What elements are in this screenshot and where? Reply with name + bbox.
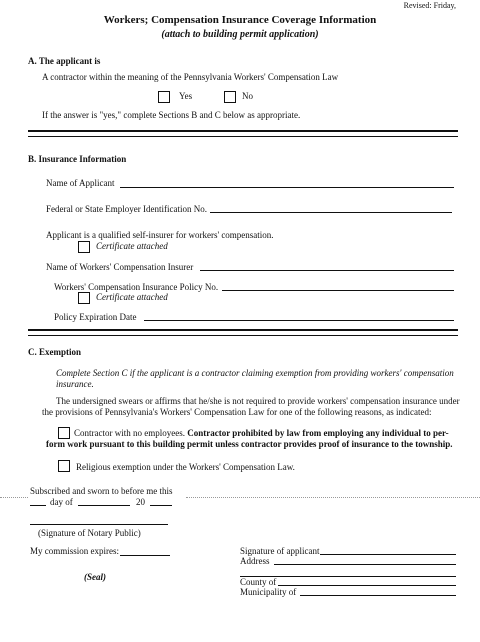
policy-number-label: Workers' Compensation Insurance Policy No. bbox=[54, 282, 219, 292]
day-of-label: day of bbox=[50, 497, 73, 507]
yes-label: Yes bbox=[179, 91, 193, 101]
ein-label: Federal or State Employer Identification No. bbox=[46, 204, 207, 214]
section-c-intro: Complete Section C if the applicant is a contractor claiming exemption from providing workers' compensation bbox=[56, 368, 454, 378]
notary-year-field[interactable] bbox=[150, 505, 172, 506]
section-c-intro-cont: insurance. bbox=[56, 379, 94, 389]
notary-day-field[interactable] bbox=[30, 505, 46, 506]
no-label: No bbox=[242, 91, 253, 101]
expiration-date-field[interactable] bbox=[144, 320, 454, 321]
prohibited-text-cont: form work pursuant to this building permit unless contractor provides proof of insurance to the township. bbox=[46, 439, 453, 449]
religious-exemption-label: Religious exemption under the Workers' Compensation Law. bbox=[76, 462, 295, 472]
address-field[interactable] bbox=[274, 564, 456, 565]
county-label: County of bbox=[240, 577, 277, 587]
no-employees-label: Contractor with no employees. bbox=[74, 428, 185, 438]
commission-expires-field[interactable] bbox=[120, 555, 170, 556]
prohibited-text: Contractor prohibited by law from employing any individual to per- bbox=[187, 428, 449, 438]
commission-expires-label: My commission expires: bbox=[30, 546, 119, 556]
self-insurer-certificate-checkbox[interactable] bbox=[78, 241, 90, 253]
section-b-heading: B. Insurance Information bbox=[28, 154, 127, 164]
section-c-heading: C. Exemption bbox=[28, 347, 82, 357]
notary-signature-field[interactable] bbox=[30, 524, 168, 525]
page-subtitle: (attach to building permit application) bbox=[161, 29, 319, 40]
applicant-signature-label: Signature of applicant bbox=[240, 546, 320, 556]
notary-month-field[interactable] bbox=[78, 505, 130, 506]
no-employees-checkbox[interactable] bbox=[58, 427, 70, 439]
insurer-name-label: Name of Workers' Compensation Insurer bbox=[46, 262, 194, 272]
applicant-name-label: Name of Applicant bbox=[46, 178, 115, 188]
seal-label: (Seal) bbox=[84, 572, 106, 582]
municipality-label: Municipality of bbox=[240, 587, 297, 597]
applicant-name-field[interactable] bbox=[120, 187, 454, 188]
county-field[interactable] bbox=[278, 585, 456, 586]
ein-field[interactable] bbox=[210, 212, 452, 213]
self-insurer-text: Applicant is a qualified self-insurer for workers' compensation. bbox=[46, 230, 274, 240]
subscribed-text: Subscribed and sworn to before me this bbox=[30, 486, 173, 496]
certificate-attached-label: Certificate attached bbox=[96, 241, 168, 251]
address-label: Address bbox=[240, 556, 270, 566]
section-divider bbox=[28, 130, 458, 132]
section-divider bbox=[28, 329, 458, 331]
notary-signature-label: (Signature of Notary Public) bbox=[38, 528, 141, 538]
revised-date: Revised: Friday, bbox=[403, 1, 456, 10]
section-a-heading: A. The applicant is bbox=[28, 56, 101, 66]
policy-number-field[interactable] bbox=[222, 290, 454, 291]
section-divider bbox=[28, 335, 458, 336]
contractor-statement: A contractor within the meaning of the Pennsylvania Workers' Compensation Law bbox=[42, 72, 339, 82]
insurer-name-field[interactable] bbox=[200, 270, 454, 271]
no-checkbox[interactable] bbox=[224, 91, 236, 103]
certificate-attached-label: Certificate attached bbox=[96, 292, 168, 302]
dotted-separator bbox=[186, 497, 480, 498]
oath-text: The undersigned swears or affirms that he/she is not required to provide workers' compensation insurance under bbox=[56, 396, 460, 406]
applicant-signature-field[interactable] bbox=[320, 554, 456, 555]
oath-text-cont: the provisions of Pennsylvania's Workers' Compensation Law for one of the following reasons, as indicated: bbox=[42, 407, 432, 417]
policy-certificate-checkbox[interactable] bbox=[78, 292, 90, 304]
dotted-separator bbox=[0, 497, 28, 498]
year-prefix: 20 bbox=[136, 497, 145, 507]
yes-checkbox[interactable] bbox=[158, 91, 170, 103]
no-employees-option bbox=[74, 428, 449, 438]
expiration-date-label: Policy Expiration Date bbox=[54, 312, 137, 322]
religious-exemption-checkbox[interactable] bbox=[58, 460, 70, 472]
section-a-instruction: If the answer is "yes," complete Sections B and C below as appropriate. bbox=[42, 110, 301, 120]
municipality-field[interactable] bbox=[300, 595, 456, 596]
section-divider bbox=[28, 136, 458, 137]
page-title: Workers; Compensation Insurance Coverage Information bbox=[103, 14, 377, 26]
